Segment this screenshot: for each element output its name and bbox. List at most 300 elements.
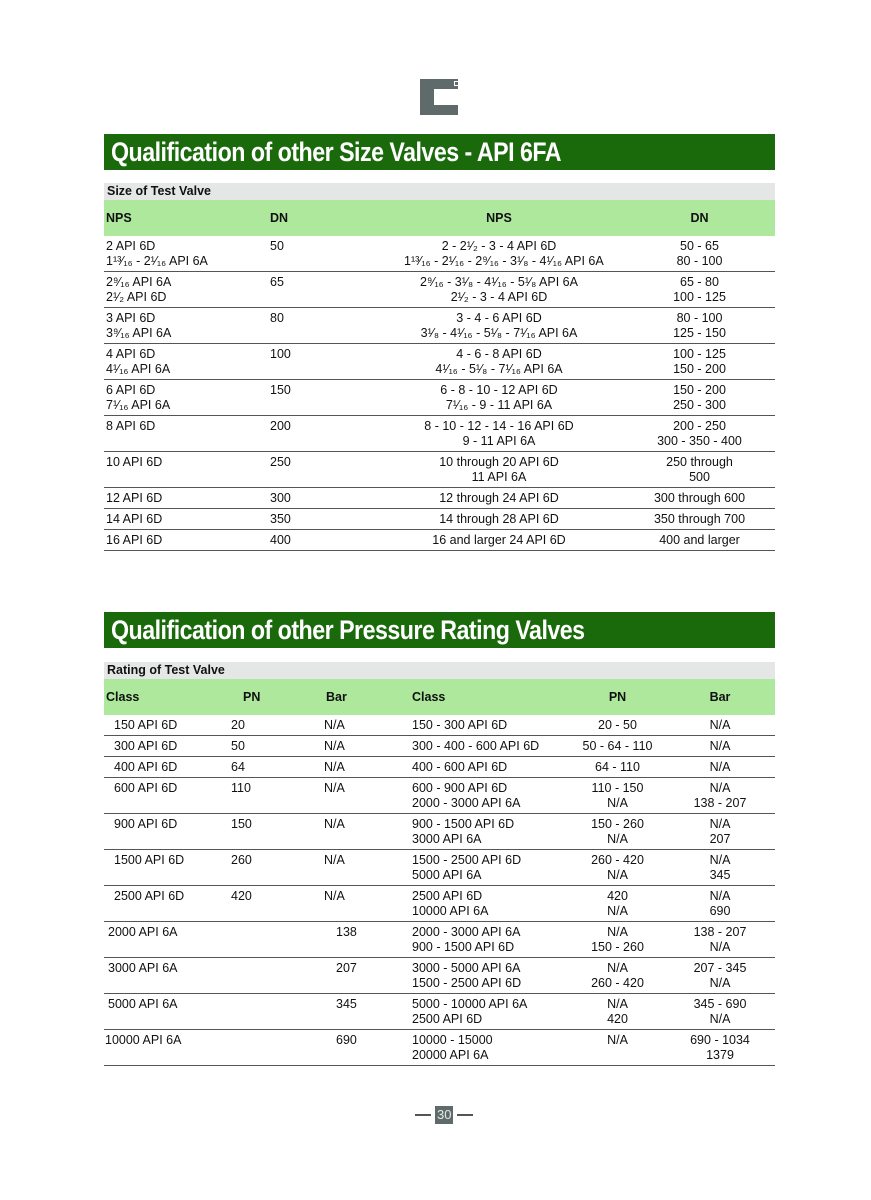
- qualified-nps-cell-line: 7¹⁄₁₆ - 9 - 11 API 6A: [445, 398, 553, 412]
- qualified-bar-cell: [665, 817, 775, 847]
- qualified-dn-cell-line: 250 - 300: [673, 398, 726, 412]
- test-dn-cell-line: 65: [270, 275, 284, 289]
- pressure-table-row: [104, 1030, 775, 1066]
- size-table-row: [104, 452, 775, 488]
- qualified-bar-cell: [665, 1033, 775, 1063]
- test-class-cell: [104, 997, 229, 1027]
- qualified-dn-cell-line: 100 - 125: [673, 347, 726, 361]
- qualified-bar-cell-line: 690 - 1034: [690, 1033, 750, 1047]
- qualified-dn-cell-line: 50 - 65: [680, 239, 719, 253]
- qualified-bar-cell-line: 345: [709, 868, 731, 882]
- pressure-table-row: [104, 850, 775, 886]
- qualified-dn-cell-line: 200 - 250: [673, 419, 726, 433]
- qualified-bar-cell: [665, 718, 775, 733]
- qualified-class-cell-line: 20000 API 6A: [412, 1048, 489, 1062]
- size-table-row: [104, 380, 775, 416]
- test-dn-cell-line: 80: [270, 311, 284, 325]
- test-pn-cell-line: 64: [231, 760, 245, 774]
- test-pn-cell: [229, 739, 324, 754]
- qualified-bar-cell-line: N/A: [709, 781, 731, 795]
- test-nps-cell-line: 8 API 6D: [106, 419, 156, 433]
- test-nps-cell-line: 4¹⁄₁₆ API 6A: [106, 362, 171, 376]
- qualified-pn-cell-line: 64 - 110: [595, 760, 640, 774]
- test-dn-cell-line: 300: [270, 491, 291, 505]
- test-class-cell: [104, 817, 229, 847]
- qualified-class-cell: [412, 739, 570, 754]
- qualified-class-cell-line: 2500 API 6D: [412, 1012, 483, 1026]
- pressure-section-title: [104, 612, 775, 648]
- qualified-pn-cell-line: N/A: [607, 832, 628, 846]
- qualified-bar-cell-line: 138 - 207: [693, 796, 747, 810]
- test-pn-cell-line: 150: [231, 817, 252, 831]
- test-class-cell: [104, 739, 229, 754]
- qualified-dn-cell-line: 100 - 125: [673, 290, 726, 304]
- test-bar-cell: [324, 925, 412, 955]
- qualified-nps-cell-line: 4 - 6 - 8 API 6D: [456, 347, 542, 361]
- test-nps-cell: [104, 383, 254, 413]
- test-bar-cell-line: N/A: [324, 781, 345, 795]
- test-bar-cell-line: 207: [336, 961, 357, 975]
- test-dn-cell: [254, 239, 344, 269]
- qualified-bar-cell: [665, 739, 775, 754]
- qualified-pn-cell: [570, 889, 665, 919]
- test-pn-cell: [229, 853, 324, 883]
- qualified-pn-cell-line: 260 - 420: [591, 976, 644, 990]
- test-dn-cell: [254, 383, 344, 413]
- test-nps-cell-line: 2¹⁄₂ API 6D: [106, 290, 167, 304]
- test-nps-cell: [104, 275, 254, 305]
- test-pn-cell: [229, 961, 324, 991]
- company-logo-icon: [420, 79, 458, 115]
- qualified-dn-cell-line: 80 - 100: [676, 254, 723, 268]
- test-bar-cell-line: N/A: [324, 760, 345, 774]
- header-dn: DN: [270, 211, 289, 225]
- qualified-nps-cell-line: 16 and larger 24 API 6D: [432, 533, 566, 547]
- test-pn-cell: [229, 718, 324, 733]
- qualified-dn-cell-line: 125 - 150: [673, 326, 726, 340]
- test-dn-cell-line: 250: [270, 455, 291, 469]
- qualified-bar-cell-line: N/A: [709, 739, 731, 753]
- header-bar: Bar: [326, 690, 347, 704]
- qualified-nps-cell-line: 4¹⁄₁₆ - 5¹⁄₈ - 7¹⁄₁₆ API 6A: [435, 362, 563, 376]
- qualified-pn-cell-line: N/A: [607, 1033, 628, 1047]
- test-class-cell: [104, 781, 229, 811]
- test-bar-cell-line: N/A: [324, 853, 345, 867]
- header-pn: PN: [243, 690, 261, 704]
- test-bar-cell-line: 690: [336, 1033, 357, 1047]
- test-dn-cell-line: 350: [270, 512, 291, 526]
- qualified-class-cell-line: 1500 - 2500 API 6D: [412, 853, 522, 867]
- qualified-class-cell-line: 1500 - 2500 API 6D: [412, 976, 522, 990]
- test-class-cell: [104, 961, 229, 991]
- qualified-dn-cell: [594, 239, 775, 269]
- test-bar-cell-line: N/A: [324, 739, 345, 753]
- qualified-nps-cell-line: 9 - 11 API 6A: [462, 434, 536, 448]
- test-bar-cell: [324, 961, 412, 991]
- test-nps-cell: [104, 455, 254, 485]
- size-table-row: [104, 509, 775, 530]
- test-nps-cell-line: 2⁹⁄₁₆ API 6A: [106, 275, 172, 289]
- qualified-nps-cell-line: 2 - 2¹⁄₂ - 3 - 4 API 6D: [441, 239, 557, 253]
- test-bar-cell: [324, 739, 412, 754]
- test-nps-cell-line: 1¹³⁄₁₆ - 2¹⁄₁₆ API 6A: [106, 254, 208, 268]
- qualified-nps-cell: [344, 239, 604, 269]
- test-class-cell: [104, 760, 229, 775]
- test-class-cell-line: 3000 API 6A: [108, 961, 178, 975]
- qualified-bar-cell-line: N/A: [709, 853, 731, 867]
- qualified-nps-cell: [344, 512, 594, 527]
- qualified-class-cell-line: 600 - 900 API 6D: [412, 781, 508, 795]
- test-nps-cell-line: 16 API 6D: [106, 533, 163, 547]
- test-dn-cell: [254, 347, 344, 377]
- test-nps-cell-line: 7¹⁄₁₆ API 6A: [106, 398, 171, 412]
- pressure-table-row: [104, 736, 775, 757]
- qualified-nps-cell: [344, 419, 594, 449]
- qualified-pn-cell-line: 150 - 260: [591, 940, 644, 954]
- test-dn-cell: [254, 533, 344, 548]
- qualified-pn-cell-line: N/A: [607, 925, 628, 939]
- test-dn-cell-line: 400: [270, 533, 291, 547]
- qualified-bar-cell-line: 207: [709, 832, 731, 846]
- page-number-dash-right: [457, 1114, 473, 1116]
- qualified-pn-cell-line: N/A: [607, 961, 628, 975]
- test-bar-cell: [324, 760, 412, 775]
- test-nps-cell-line: 4 API 6D: [106, 347, 156, 361]
- test-class-cell-line: 400 API 6D: [114, 760, 178, 774]
- qualified-dn-cell-line: 500: [689, 470, 710, 484]
- size-table-row: [104, 272, 775, 308]
- size-table-body: [104, 236, 775, 551]
- qualified-nps-cell: [344, 491, 594, 506]
- test-bar-cell-line: 345: [336, 997, 357, 1011]
- pressure-table: [104, 662, 775, 1066]
- test-dn-cell-line: 50: [270, 239, 284, 253]
- size-table-row: [104, 236, 775, 272]
- qualified-pn-cell: [570, 853, 665, 883]
- qualified-class-cell-line: 10000 API 6A: [412, 904, 489, 918]
- qualified-class-cell: [412, 760, 570, 775]
- qualified-bar-cell: [665, 760, 775, 775]
- qualified-dn-cell-line: 350 through 700: [653, 512, 746, 526]
- qualified-pn-cell: [570, 817, 665, 847]
- qualified-class-cell: [412, 853, 570, 883]
- qualified-nps-cell: [344, 455, 594, 485]
- test-dn-cell: [254, 275, 344, 305]
- qualified-class-cell-line: 900 - 1500 API 6D: [412, 940, 515, 954]
- test-nps-cell-line: 2 API 6D: [106, 239, 156, 253]
- qualified-nps-cell-line: 10 through 20 API 6D: [439, 455, 559, 469]
- qualified-nps-cell: [344, 383, 594, 413]
- page-number-dash-left: [415, 1114, 431, 1116]
- pressure-table-row: [104, 994, 775, 1030]
- qualified-bar-cell: [665, 781, 775, 811]
- test-pn-cell-line: 50: [231, 739, 245, 753]
- page-number: [411, 1106, 477, 1124]
- header-qualified-pn: PN: [608, 690, 627, 704]
- test-nps-cell-line: 10 API 6D: [106, 455, 163, 469]
- test-nps-cell-line: 3 API 6D: [106, 311, 156, 325]
- qualified-class-cell: [412, 997, 570, 1027]
- page-number-value: 30: [437, 1107, 452, 1122]
- test-nps-cell: [104, 491, 254, 506]
- test-pn-cell-line: 110: [231, 781, 251, 795]
- test-bar-cell: [324, 997, 412, 1027]
- test-pn-cell: [229, 760, 324, 775]
- qualified-pn-cell-line: N/A: [607, 796, 628, 810]
- qualified-dn-cell: [594, 491, 775, 506]
- test-class-cell-line: 150 API 6D: [114, 718, 178, 732]
- pressure-table-row: [104, 757, 775, 778]
- test-nps-cell-line: 14 API 6D: [106, 512, 163, 526]
- pressure-table-row: [104, 958, 775, 994]
- qualified-nps-cell-line: 11 API 6A: [471, 470, 527, 484]
- test-nps-cell: [104, 419, 254, 449]
- qualified-class-cell: [412, 817, 570, 847]
- header-qualified-dn: DN: [690, 211, 709, 225]
- size-section-title-text: Qualification of other Size Valves - API 6FA: [111, 137, 561, 167]
- header-class: Class: [106, 690, 140, 704]
- qualified-bar-cell-line: 138 - 207: [693, 925, 747, 939]
- test-pn-cell: [229, 1033, 324, 1063]
- test-pn-cell: [229, 817, 324, 847]
- qualified-dn-cell-line: 150 - 200: [673, 362, 726, 376]
- qualified-nps-cell-line: 6 - 8 - 10 - 12 API 6D: [440, 383, 558, 397]
- logo-registered-mark: [454, 81, 459, 86]
- qualified-pn-cell-line: 150 - 260: [591, 817, 644, 831]
- pressure-table-caption: Rating of Test Valve: [104, 662, 775, 679]
- qualified-class-cell-line: 300 - 400 - 600 API 6D: [412, 739, 540, 753]
- qualified-pn-cell: [570, 997, 665, 1027]
- qualified-dn-cell: [594, 455, 775, 485]
- header-nps: NPS: [106, 211, 132, 225]
- pressure-table-row: [104, 814, 775, 850]
- test-nps-cell-line: 6 API 6D: [106, 383, 156, 397]
- qualified-dn-cell-line: 300 through 600: [653, 491, 746, 505]
- qualified-dn-cell: [594, 383, 775, 413]
- test-class-cell: [104, 718, 229, 733]
- qualified-bar-cell-line: 207 - 345: [693, 961, 747, 975]
- test-class-cell: [104, 853, 229, 883]
- qualified-bar-cell: [665, 925, 775, 955]
- test-nps-cell: [104, 239, 254, 269]
- qualified-dn-cell-line: 65 - 80: [680, 275, 719, 289]
- test-bar-cell-line: N/A: [324, 889, 345, 903]
- test-dn-cell: [254, 419, 344, 449]
- qualified-pn-cell-line: 420: [607, 889, 628, 903]
- qualified-class-cell-line: 3000 - 5000 API 6A: [412, 961, 521, 975]
- test-bar-cell-line: N/A: [324, 718, 345, 732]
- test-nps-cell-line: 12 API 6D: [106, 491, 163, 505]
- qualified-dn-cell: [594, 311, 775, 341]
- test-class-cell-line: 900 API 6D: [114, 817, 178, 831]
- test-pn-cell: [229, 997, 324, 1027]
- qualified-pn-cell: [570, 718, 665, 733]
- test-class-cell: [104, 1033, 229, 1063]
- size-table: [104, 183, 775, 551]
- qualified-class-cell: [412, 889, 570, 919]
- qualified-dn-cell-line: 300 - 350 - 400: [657, 434, 742, 448]
- test-class-cell-line: 300 API 6D: [114, 739, 178, 753]
- qualified-dn-cell-line: 400 and larger: [659, 533, 740, 547]
- test-nps-cell: [104, 512, 254, 527]
- qualified-dn-cell: [594, 512, 775, 527]
- size-table-header: [104, 200, 775, 236]
- qualified-bar-cell-line: N/A: [709, 940, 731, 954]
- qualified-class-cell-line: 2500 API 6D: [412, 889, 483, 903]
- test-pn-cell-line: 420: [231, 889, 252, 903]
- size-table-row: [104, 488, 775, 509]
- qualified-class-cell: [412, 925, 570, 955]
- size-section-title: [104, 134, 775, 170]
- qualified-bar-cell-line: 345 - 690: [693, 997, 747, 1011]
- qualified-nps-cell-line: 14 through 28 API 6D: [439, 512, 559, 526]
- qualified-pn-cell-line: N/A: [607, 868, 628, 882]
- qualified-pn-cell: [570, 925, 665, 955]
- qualified-pn-cell-line: 260 - 420: [591, 853, 644, 867]
- qualified-nps-cell: [344, 275, 594, 305]
- qualified-dn-cell: [594, 275, 775, 305]
- test-nps-cell: [104, 533, 254, 548]
- test-bar-cell-line: N/A: [324, 817, 345, 831]
- qualified-bar-cell-line: 1379: [706, 1048, 734, 1062]
- test-pn-cell: [229, 925, 324, 955]
- size-table-row: [104, 530, 775, 551]
- size-table-row: [104, 308, 775, 344]
- qualified-bar-cell-line: N/A: [709, 760, 731, 774]
- qualified-dn-cell: [594, 533, 775, 548]
- test-nps-cell: [104, 347, 254, 377]
- qualified-class-cell: [412, 781, 570, 811]
- qualified-dn-cell-line: 80 - 100: [676, 311, 723, 325]
- qualified-nps-cell-line: 1¹³⁄₁₆ - 2¹⁄₁₆ - 2⁹⁄₁₆ - 3¹⁄₈ - 4¹⁄₁₆ API 6A: [404, 254, 604, 268]
- test-dn-cell-line: 200: [270, 419, 291, 433]
- qualified-class-cell-line: 10000 - 15000: [412, 1033, 493, 1047]
- qualified-nps-cell-line: 3¹⁄₈ - 4¹⁄₁₆ - 5¹⁄₈ - 7¹⁄₁₆ API 6A: [420, 326, 578, 340]
- qualified-pn-cell: [570, 739, 665, 754]
- test-dn-cell: [254, 491, 344, 506]
- test-class-cell-line: 5000 API 6A: [108, 997, 178, 1011]
- qualified-class-cell: [412, 961, 570, 991]
- qualified-bar-cell: [665, 889, 775, 919]
- test-dn-cell: [254, 512, 344, 527]
- pressure-table-row: [104, 715, 775, 736]
- header-qualified-class: Class: [412, 690, 446, 704]
- test-dn-cell: [254, 311, 344, 341]
- pressure-table-row: [104, 922, 775, 958]
- qualified-nps-cell-line: 12 through 24 API 6D: [439, 491, 559, 505]
- header-qualified-nps: NPS: [486, 211, 512, 225]
- qualified-pn-cell: [570, 961, 665, 991]
- test-bar-cell-line: 138: [336, 925, 357, 939]
- test-class-cell: [104, 889, 229, 919]
- qualified-pn-cell-line: 110 - 150: [591, 781, 644, 795]
- size-table-row: [104, 416, 775, 452]
- test-bar-cell: [324, 1033, 412, 1063]
- qualified-class-cell: [412, 1033, 570, 1063]
- qualified-nps-cell-line: 2¹⁄₂ - 3 - 4 API 6D: [450, 290, 548, 304]
- test-dn-cell-line: 100: [270, 347, 291, 361]
- qualified-nps-cell-line: 8 - 10 - 12 - 14 - 16 API 6D: [424, 419, 574, 433]
- qualified-class-cell-line: 5000 - 10000 API 6A: [412, 997, 528, 1011]
- size-table-caption: Size of Test Valve: [104, 183, 775, 200]
- test-class-cell-line: 2000 API 6A: [108, 925, 178, 939]
- qualified-dn-cell: [594, 419, 775, 449]
- qualified-nps-cell-line: 2⁹⁄₁₆ - 3¹⁄₈ - 4¹⁄₁₆ - 5¹⁄₈ API 6A: [420, 275, 578, 289]
- test-class-cell: [104, 925, 229, 955]
- size-table-row: [104, 344, 775, 380]
- test-dn-cell-line: 150: [270, 383, 291, 397]
- test-pn-cell-line: 20: [231, 718, 245, 732]
- qualified-nps-cell-line: 3 - 4 - 6 API 6D: [456, 311, 542, 325]
- qualified-bar-cell: [665, 853, 775, 883]
- test-dn-cell: [254, 455, 344, 485]
- pressure-section-title-text: Qualification of other Pressure Rating Valves: [111, 615, 585, 645]
- test-class-cell-line: 600 API 6D: [114, 781, 178, 795]
- qualified-pn-cell-line: 420: [607, 1012, 628, 1026]
- test-bar-cell: [324, 781, 412, 811]
- qualified-pn-cell: [570, 1033, 665, 1063]
- qualified-class-cell-line: 5000 API 6A: [412, 868, 482, 882]
- test-class-cell-line: 10000 API 6A: [105, 1033, 182, 1047]
- pressure-table-header: [104, 679, 775, 715]
- qualified-class-cell-line: 2000 - 3000 API 6A: [412, 796, 521, 810]
- qualified-bar-cell-line: 690: [709, 904, 731, 918]
- qualified-bar-cell-line: N/A: [709, 976, 731, 990]
- qualified-bar-cell-line: N/A: [709, 889, 731, 903]
- qualified-pn-cell-line: 50 - 64 - 110: [582, 739, 653, 753]
- pressure-table-row: [104, 886, 775, 922]
- pressure-table-body: [104, 715, 775, 1066]
- test-bar-cell: [324, 718, 412, 733]
- qualified-nps-cell: [344, 533, 594, 548]
- qualified-bar-cell-line: N/A: [709, 817, 731, 831]
- qualified-bar-cell: [665, 961, 775, 991]
- qualified-nps-cell: [344, 311, 594, 341]
- test-class-cell-line: 1500 API 6D: [114, 853, 185, 867]
- qualified-class-cell-line: 900 - 1500 API 6D: [412, 817, 515, 831]
- qualified-pn-cell-line: N/A: [607, 997, 628, 1011]
- test-bar-cell: [324, 889, 412, 919]
- qualified-pn-cell-line: N/A: [607, 904, 628, 918]
- qualified-class-cell-line: 150 - 300 API 6D: [412, 718, 508, 732]
- qualified-nps-cell: [344, 347, 594, 377]
- qualified-class-cell-line: 400 - 600 API 6D: [412, 760, 508, 774]
- pressure-table-row: [104, 778, 775, 814]
- qualified-bar-cell-line: N/A: [709, 1012, 731, 1026]
- test-bar-cell: [324, 817, 412, 847]
- header-qualified-bar: Bar: [709, 690, 731, 704]
- qualified-class-cell: [412, 718, 570, 733]
- qualified-bar-cell: [665, 997, 775, 1027]
- qualified-bar-cell-line: N/A: [709, 718, 731, 732]
- qualified-pn-cell: [570, 760, 665, 775]
- qualified-dn-cell-line: 250 through: [666, 455, 733, 469]
- qualified-dn-cell: [594, 347, 775, 377]
- test-class-cell-line: 2500 API 6D: [114, 889, 185, 903]
- qualified-pn-cell: [570, 781, 665, 811]
- test-pn-cell-line: 260: [231, 853, 252, 867]
- qualified-dn-cell-line: 150 - 200: [673, 383, 726, 397]
- qualified-class-cell-line: 3000 API 6A: [412, 832, 482, 846]
- test-pn-cell: [229, 781, 324, 811]
- test-nps-cell: [104, 311, 254, 341]
- qualified-pn-cell-line: 20 - 50: [598, 718, 637, 732]
- test-bar-cell: [324, 853, 412, 883]
- test-nps-cell-line: 3⁹⁄₁₆ API 6A: [106, 326, 172, 340]
- test-pn-cell: [229, 889, 324, 919]
- logo-notch: [434, 89, 458, 105]
- qualified-class-cell-line: 2000 - 3000 API 6A: [412, 925, 521, 939]
